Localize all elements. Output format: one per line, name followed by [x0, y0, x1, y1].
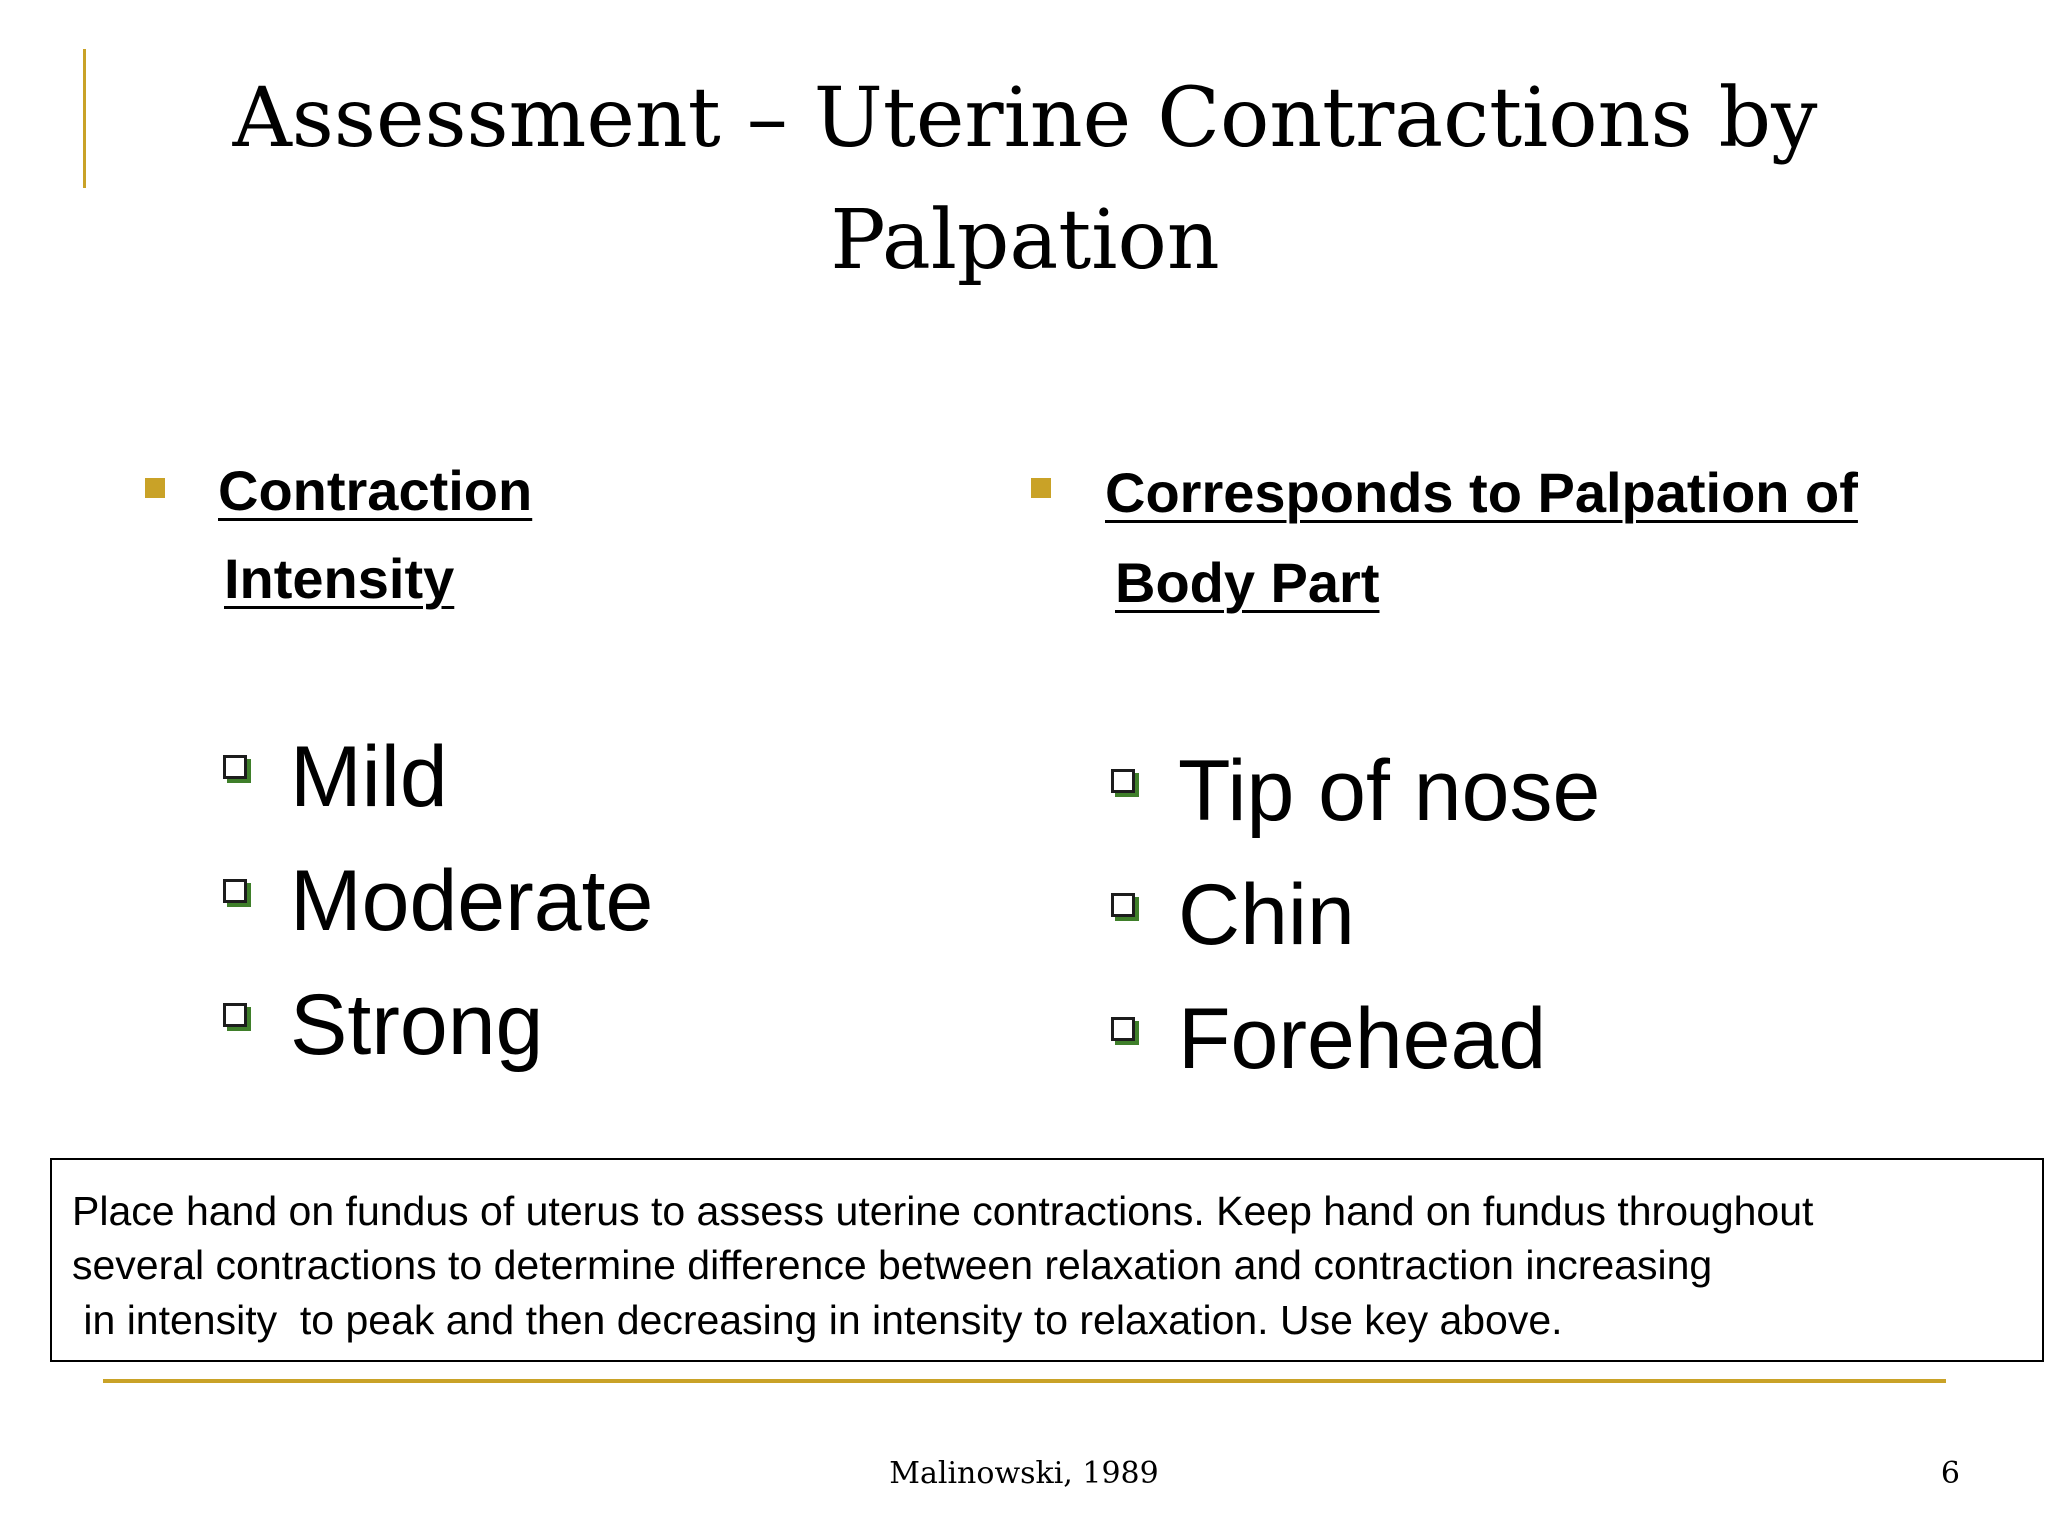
right-list-item: Chin: [1178, 867, 1355, 963]
instruction-line-1: Place hand on fundus of uterus to assess uterine contractions. Keep hand on fundus throughout: [72, 1188, 1814, 1234]
page-number: 6: [1940, 1456, 1960, 1491]
square-bullet-icon: [145, 478, 165, 498]
checkbox-icon: [223, 1003, 247, 1027]
checkbox-icon: [223, 879, 247, 903]
instruction-line-3: in intensity to peak and then decreasing in intensity to relaxation. Use key above.: [72, 1297, 1563, 1343]
right-list-item: Tip of nose: [1178, 743, 1601, 839]
left-list-item: Strong: [290, 977, 544, 1073]
left-list-item: Mild: [290, 729, 448, 825]
square-bullet-icon: [1031, 478, 1051, 498]
footer-source: Malinowski, 1989: [889, 1456, 1159, 1491]
right-heading-line-2: Body Part: [1115, 551, 1380, 614]
instruction-line-2: several contractions to determine difference between relaxation and contraction increasing: [72, 1242, 1713, 1288]
checkbox-icon: [1111, 769, 1135, 793]
instruction-box: [50, 1158, 2044, 1362]
right-list-item: Forehead: [1178, 991, 1547, 1087]
title-line-1: Assessment – Uterine Contractions by: [232, 71, 1818, 166]
checkbox-icon: [1111, 893, 1135, 917]
left-heading-line-2: Intensity: [224, 547, 455, 610]
slide-title: [180, 58, 1870, 302]
footer-divider: [103, 1379, 1946, 1383]
title-line-2: Palpation: [830, 193, 1220, 288]
left-heading-line-1: Contraction: [218, 459, 533, 522]
accent-line: [83, 49, 86, 188]
checkbox-icon: [1111, 1017, 1135, 1041]
checkbox-icon: [223, 755, 247, 779]
right-heading-line-1: Corresponds to Palpation of: [1105, 461, 1858, 524]
left-list-item: Moderate: [290, 853, 654, 949]
